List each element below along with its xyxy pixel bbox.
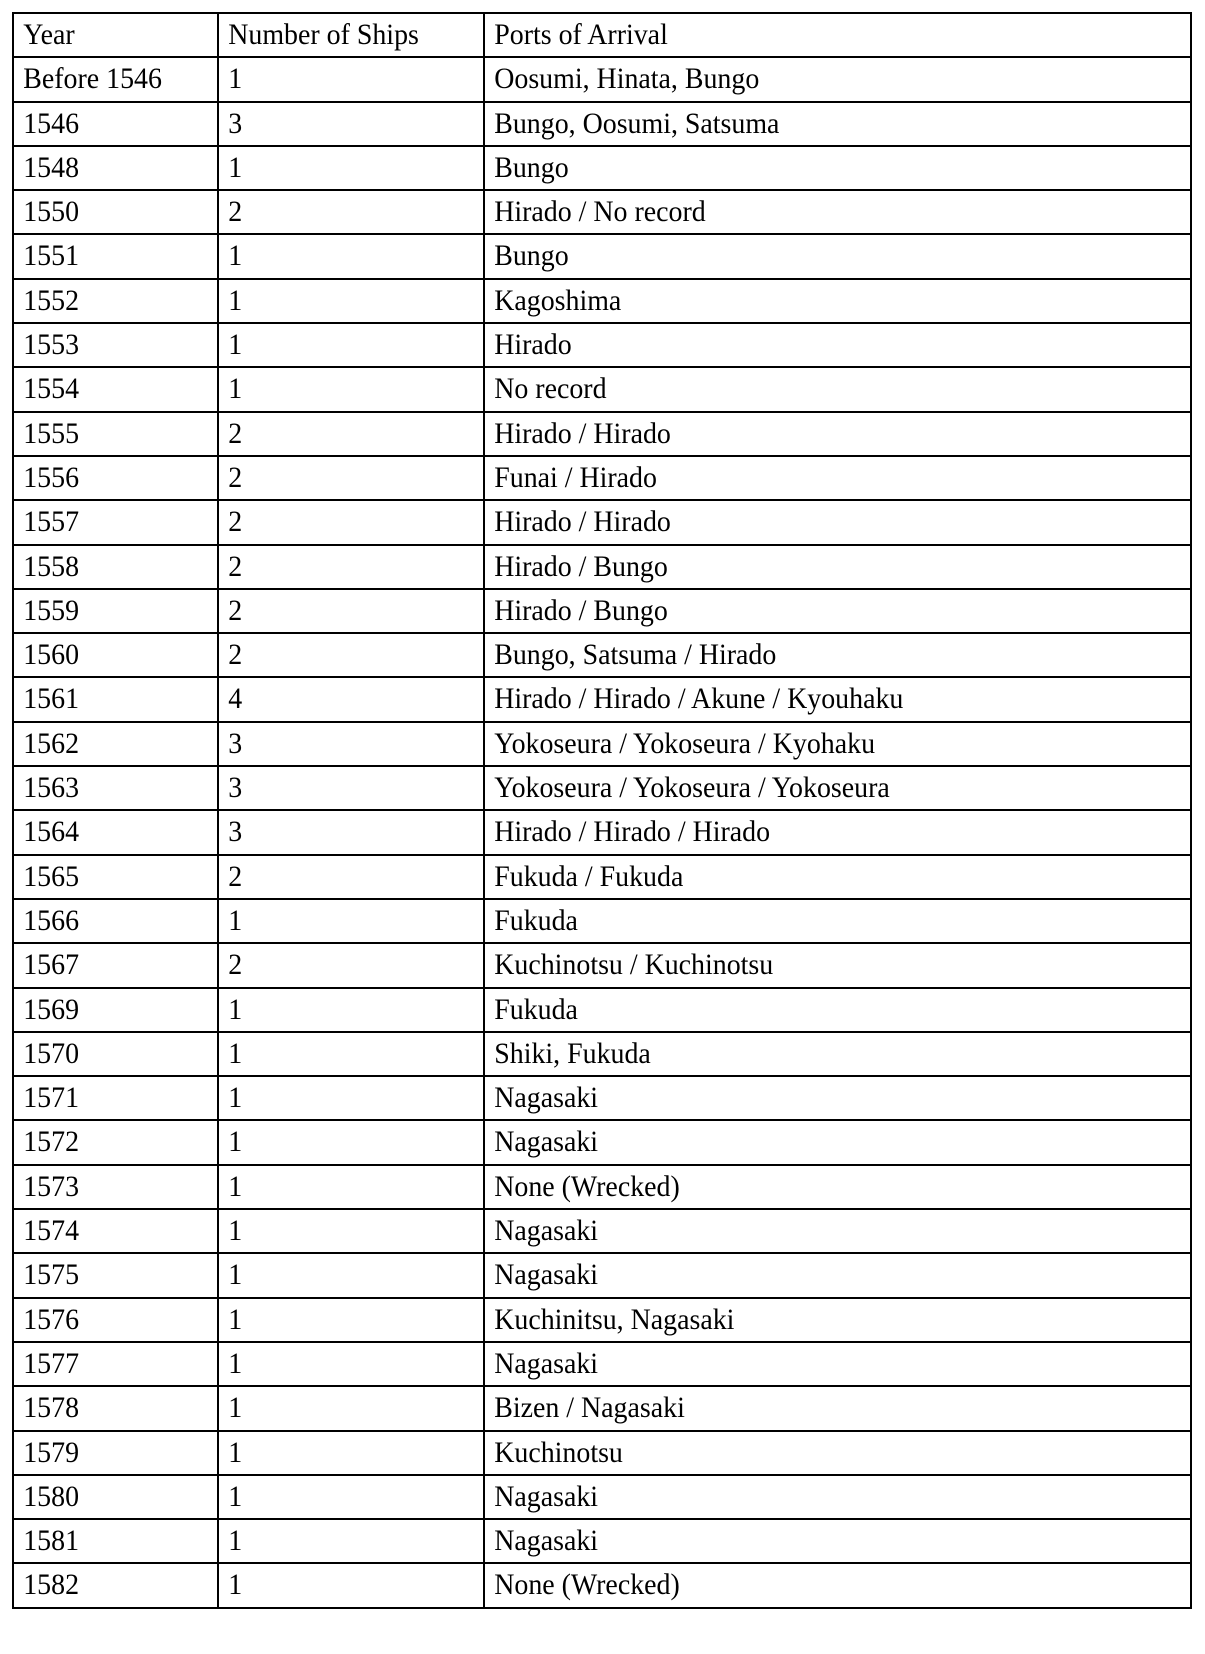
- cell-year-label: 1571: [23, 1081, 80, 1115]
- table-row: [13, 1342, 1191, 1386]
- cell-number-of-ships-label: 1: [228, 328, 243, 362]
- cell-number-of-ships: [218, 190, 465, 234]
- cell-number-of-ships: [218, 1032, 465, 1076]
- cell-year: [13, 899, 204, 943]
- cell-year: [13, 1342, 204, 1386]
- cell-number-of-ships: [218, 234, 465, 278]
- cell-year-label: 1574: [23, 1214, 80, 1248]
- cell-number-of-ships: [218, 367, 465, 411]
- table-row: [13, 190, 1191, 234]
- cell-ports-of-arrival: [484, 766, 1142, 810]
- cell-year: [13, 500, 204, 544]
- table-row: [13, 810, 1191, 854]
- cell-ports-of-arrival-label: Hirado / Hirado: [494, 416, 671, 450]
- cell-year: [13, 677, 204, 721]
- cell-number-of-ships: [218, 1386, 465, 1430]
- cell-ports-of-arrival-label: Hirado / Hirado / Hirado: [494, 815, 771, 849]
- table-row: [13, 1431, 1191, 1475]
- cell-year-label: 1563: [23, 771, 80, 805]
- table-row: [13, 500, 1191, 544]
- cell-number-of-ships-label: 2: [228, 638, 243, 672]
- cell-year: [13, 810, 204, 854]
- cell-ports-of-arrival-label: None (Wrecked): [494, 1169, 680, 1203]
- cell-number-of-ships: [218, 1253, 465, 1297]
- cell-number-of-ships-label: 1: [228, 1391, 243, 1425]
- cell-number-of-ships: [218, 1120, 465, 1164]
- cell-year: [13, 1209, 204, 1253]
- cell-ports-of-arrival: [484, 677, 1142, 721]
- table-row: [13, 1120, 1191, 1164]
- cell-number-of-ships-label: 1: [228, 1125, 243, 1159]
- cell-number-of-ships: [218, 1298, 465, 1342]
- cell-number-of-ships-label: 1: [228, 150, 243, 184]
- cell-number-of-ships: [218, 279, 465, 323]
- cell-number-of-ships: [218, 1076, 465, 1120]
- cell-year-label: 1581: [23, 1524, 80, 1558]
- cell-year-label: 1577: [23, 1346, 80, 1380]
- cell-year: [13, 1165, 204, 1209]
- cell-ports-of-arrival-label: Hirado / Bungo: [494, 549, 668, 583]
- cell-year: [13, 1120, 204, 1164]
- cell-ports-of-arrival-label: Hirado / Hirado: [494, 505, 671, 539]
- cell-number-of-ships-label: 1: [228, 1435, 243, 1469]
- cell-ports-of-arrival-label: Nagasaki: [494, 1346, 599, 1380]
- cell-year-label: 1557: [23, 505, 80, 539]
- cell-year: [13, 234, 204, 278]
- cell-ports-of-arrival: [484, 102, 1142, 146]
- cell-year-label: 1550: [23, 195, 80, 229]
- table-row: [13, 677, 1191, 721]
- cell-ports-of-arrival: [484, 1253, 1142, 1297]
- table-row: [13, 57, 1191, 101]
- cell-year-label: Before 1546: [23, 62, 162, 96]
- table-row: [13, 1475, 1191, 1519]
- table-row: [13, 1076, 1191, 1120]
- cell-ports-of-arrival-label: Bungo: [494, 239, 569, 273]
- cell-ports-of-arrival-label: Fukuda: [494, 903, 578, 937]
- cell-year: [13, 1475, 204, 1519]
- cell-ports-of-arrival: [484, 1076, 1142, 1120]
- cell-year-label: 1582: [23, 1568, 80, 1602]
- cell-number-of-ships: [218, 57, 465, 101]
- cell-ports-of-arrival: [484, 545, 1142, 589]
- cell-year: [13, 1298, 204, 1342]
- cell-year-label: 1580: [23, 1479, 80, 1513]
- table-row: [13, 943, 1191, 987]
- table-row: [13, 1563, 1191, 1607]
- cell-number-of-ships: [218, 1475, 465, 1519]
- cell-ports-of-arrival: [484, 234, 1142, 278]
- cell-ports-of-arrival-label: Bungo, Satsuma / Hirado: [494, 638, 777, 672]
- table-row: [13, 899, 1191, 943]
- cell-ports-of-arrival: [484, 1342, 1142, 1386]
- table-row: [13, 633, 1191, 677]
- cell-number-of-ships-label: 3: [228, 771, 243, 805]
- column-header-year: [13, 13, 204, 57]
- cell-ports-of-arrival: [484, 855, 1142, 899]
- column-header-ports-of-arrival: [484, 13, 1142, 57]
- cell-number-of-ships: [218, 1519, 465, 1563]
- column-header-ports-of-arrival-label: Ports of Arrival: [494, 18, 668, 51]
- cell-ports-of-arrival: [484, 57, 1142, 101]
- cell-ports-of-arrival: [484, 899, 1142, 943]
- cell-year-label: 1573: [23, 1169, 80, 1203]
- column-header-number-of-ships-label: Number of Ships: [228, 18, 419, 51]
- cell-ports-of-arrival: [484, 722, 1142, 766]
- cell-ports-of-arrival: [484, 1032, 1142, 1076]
- cell-number-of-ships-label: 3: [228, 106, 243, 140]
- cell-year-label: 1569: [23, 992, 80, 1026]
- table-row: [13, 1209, 1191, 1253]
- cell-year: [13, 146, 204, 190]
- cell-year: [13, 456, 204, 500]
- cell-ports-of-arrival: [484, 146, 1142, 190]
- cell-year: [13, 1519, 204, 1563]
- table-header: [13, 13, 1191, 57]
- cell-year-label: 1576: [23, 1302, 80, 1336]
- cell-number-of-ships-label: 1: [228, 372, 243, 406]
- cell-year: [13, 190, 204, 234]
- cell-year-label: 1556: [23, 460, 80, 494]
- cell-number-of-ships-label: 1: [228, 1346, 243, 1380]
- cell-ports-of-arrival: [484, 456, 1142, 500]
- cell-year-label: 1562: [23, 726, 80, 760]
- cell-ports-of-arrival: [484, 589, 1142, 633]
- cell-ports-of-arrival: [484, 633, 1142, 677]
- cell-number-of-ships-label: 1: [228, 1568, 243, 1602]
- cell-number-of-ships-label: 1: [228, 992, 243, 1026]
- table-body: [13, 57, 1191, 1607]
- table-row: [13, 367, 1191, 411]
- cell-ports-of-arrival-label: Nagasaki: [494, 1214, 599, 1248]
- table-row: [13, 1032, 1191, 1076]
- cell-number-of-ships: [218, 323, 465, 367]
- cell-year-label: 1551: [23, 239, 80, 273]
- cell-number-of-ships: [218, 722, 465, 766]
- cell-year: [13, 1563, 204, 1607]
- cell-year-label: 1548: [23, 150, 80, 184]
- table-row: [13, 1386, 1191, 1430]
- cell-number-of-ships-label: 1: [228, 1036, 243, 1070]
- table-row: [13, 146, 1191, 190]
- table-row: [13, 766, 1191, 810]
- cell-ports-of-arrival-label: Hirado / Hirado / Akune / Kyouhaku: [494, 682, 904, 716]
- cell-number-of-ships: [218, 146, 465, 190]
- cell-year-label: 1564: [23, 815, 80, 849]
- cell-number-of-ships: [218, 500, 465, 544]
- cell-number-of-ships-label: 3: [228, 815, 243, 849]
- cell-ports-of-arrival-label: Kuchinotsu / Kuchinotsu: [494, 948, 774, 982]
- cell-year-label: 1554: [23, 372, 80, 406]
- column-header-number-of-ships: [218, 13, 465, 57]
- cell-number-of-ships-label: 2: [228, 416, 243, 450]
- table-row: [13, 545, 1191, 589]
- cell-number-of-ships: [218, 456, 465, 500]
- cell-ports-of-arrival: [484, 500, 1142, 544]
- table-row: [13, 456, 1191, 500]
- cell-number-of-ships-label: 2: [228, 948, 243, 982]
- cell-ports-of-arrival-label: Nagasaki: [494, 1479, 599, 1513]
- cell-year: [13, 722, 204, 766]
- table-row: [13, 1519, 1191, 1563]
- cell-year: [13, 323, 204, 367]
- cell-number-of-ships-label: 1: [228, 1214, 243, 1248]
- table-row: [13, 1298, 1191, 1342]
- cell-ports-of-arrival-label: Fukuda: [494, 992, 578, 1026]
- cell-number-of-ships-label: 2: [228, 593, 243, 627]
- cell-year-label: 1546: [23, 106, 80, 140]
- ship-arrivals-table-container: [12, 12, 1190, 1609]
- cell-year-label: 1575: [23, 1258, 80, 1292]
- cell-number-of-ships-label: 4: [228, 682, 243, 716]
- cell-number-of-ships-label: 1: [228, 62, 243, 96]
- cell-year-label: 1553: [23, 328, 80, 362]
- table-row: [13, 412, 1191, 456]
- cell-number-of-ships-label: 1: [228, 1524, 243, 1558]
- table-row: [13, 279, 1191, 323]
- cell-ports-of-arrival-label: Yokoseura / Yokoseura / Yokoseura: [494, 771, 890, 805]
- cell-number-of-ships: [218, 1431, 465, 1475]
- cell-number-of-ships: [218, 810, 465, 854]
- cell-ports-of-arrival-label: Bungo: [494, 150, 569, 184]
- cell-number-of-ships: [218, 1209, 465, 1253]
- table-header-row: [13, 13, 1191, 57]
- cell-number-of-ships-label: 2: [228, 549, 243, 583]
- cell-number-of-ships-label: 2: [228, 195, 243, 229]
- cell-year: [13, 1076, 204, 1120]
- cell-ports-of-arrival-label: Fukuda / Fukuda: [494, 859, 684, 893]
- cell-ports-of-arrival: [484, 412, 1142, 456]
- cell-ports-of-arrival-label: Funai / Hirado: [494, 460, 657, 494]
- cell-ports-of-arrival: [484, 190, 1142, 234]
- cell-year-label: 1559: [23, 593, 80, 627]
- cell-year: [13, 57, 204, 101]
- cell-year: [13, 633, 204, 677]
- cell-ports-of-arrival-label: None (Wrecked): [494, 1568, 680, 1602]
- cell-ports-of-arrival-label: Kuchinotsu: [494, 1435, 623, 1469]
- table-row: [13, 1165, 1191, 1209]
- cell-ports-of-arrival-label: Bungo, Oosumi, Satsuma: [494, 106, 780, 140]
- cell-ports-of-arrival-label: Nagasaki: [494, 1258, 599, 1292]
- cell-year: [13, 367, 204, 411]
- cell-ports-of-arrival-label: Yokoseura / Yokoseura / Kyohaku: [494, 726, 876, 760]
- table-row: [13, 722, 1191, 766]
- cell-ports-of-arrival: [484, 367, 1142, 411]
- cell-ports-of-arrival: [484, 323, 1142, 367]
- cell-year-label: 1567: [23, 948, 80, 982]
- cell-number-of-ships-label: 3: [228, 726, 243, 760]
- cell-year: [13, 1253, 204, 1297]
- cell-number-of-ships-label: 2: [228, 505, 243, 539]
- cell-ports-of-arrival-label: Hirado / Bungo: [494, 593, 668, 627]
- cell-number-of-ships: [218, 677, 465, 721]
- cell-ports-of-arrival-label: Nagasaki: [494, 1081, 599, 1115]
- cell-number-of-ships: [218, 988, 465, 1032]
- table-row: [13, 988, 1191, 1032]
- cell-ports-of-arrival-label: Nagasaki: [494, 1125, 599, 1159]
- cell-year: [13, 1386, 204, 1430]
- cell-year-label: 1566: [23, 903, 80, 937]
- cell-year-label: 1572: [23, 1125, 80, 1159]
- cell-year-label: 1558: [23, 549, 80, 583]
- cell-ports-of-arrival: [484, 1120, 1142, 1164]
- cell-year-label: 1570: [23, 1036, 80, 1070]
- cell-ports-of-arrival-label: Kagoshima: [494, 283, 622, 317]
- cell-number-of-ships-label: 1: [228, 1302, 243, 1336]
- cell-ports-of-arrival: [484, 1563, 1142, 1607]
- table-row: [13, 855, 1191, 899]
- cell-number-of-ships: [218, 589, 465, 633]
- cell-number-of-ships-label: 1: [228, 1169, 243, 1203]
- cell-year: [13, 589, 204, 633]
- cell-ports-of-arrival: [484, 1298, 1142, 1342]
- cell-year-label: 1579: [23, 1435, 80, 1469]
- cell-number-of-ships-label: 2: [228, 460, 243, 494]
- cell-number-of-ships-label: 1: [228, 1258, 243, 1292]
- cell-ports-of-arrival: [484, 1165, 1142, 1209]
- cell-number-of-ships-label: 1: [228, 283, 243, 317]
- cell-year-label: 1561: [23, 682, 80, 716]
- cell-number-of-ships: [218, 1563, 465, 1607]
- ship-arrivals-table: [12, 12, 1192, 1609]
- cell-number-of-ships: [218, 899, 465, 943]
- cell-ports-of-arrival-label: No record: [494, 372, 607, 406]
- table-row: [13, 589, 1191, 633]
- cell-number-of-ships: [218, 1342, 465, 1386]
- table-row: [13, 323, 1191, 367]
- cell-ports-of-arrival: [484, 988, 1142, 1032]
- cell-ports-of-arrival-label: Hirado / No record: [494, 195, 706, 229]
- cell-year: [13, 412, 204, 456]
- cell-year: [13, 988, 204, 1032]
- cell-ports-of-arrival: [484, 1209, 1142, 1253]
- cell-year-label: 1555: [23, 416, 80, 450]
- cell-ports-of-arrival-label: Nagasaki: [494, 1524, 599, 1558]
- cell-ports-of-arrival: [484, 810, 1142, 854]
- cell-year: [13, 943, 204, 987]
- cell-ports-of-arrival: [484, 279, 1142, 323]
- cell-year: [13, 545, 204, 589]
- cell-ports-of-arrival-label: Shiki, Fukuda: [494, 1036, 651, 1070]
- cell-year: [13, 766, 204, 810]
- cell-ports-of-arrival-label: Oosumi, Hinata, Bungo: [494, 62, 760, 96]
- cell-number-of-ships: [218, 943, 465, 987]
- cell-year-label: 1565: [23, 859, 80, 893]
- cell-ports-of-arrival: [484, 1475, 1142, 1519]
- cell-number-of-ships: [218, 766, 465, 810]
- cell-number-of-ships: [218, 102, 465, 146]
- cell-number-of-ships-label: 1: [228, 1081, 243, 1115]
- cell-ports-of-arrival-label: Kuchinitsu, Nagasaki: [494, 1302, 735, 1336]
- table-row: [13, 1253, 1191, 1297]
- cell-ports-of-arrival: [484, 943, 1142, 987]
- cell-year: [13, 102, 204, 146]
- cell-year: [13, 1032, 204, 1076]
- cell-number-of-ships-label: 1: [228, 239, 243, 273]
- cell-number-of-ships-label: 2: [228, 859, 243, 893]
- cell-ports-of-arrival: [484, 1431, 1142, 1475]
- table-row: [13, 102, 1191, 146]
- cell-year-label: 1578: [23, 1391, 80, 1425]
- cell-number-of-ships: [218, 1165, 465, 1209]
- cell-number-of-ships-label: 1: [228, 1479, 243, 1513]
- cell-number-of-ships: [218, 412, 465, 456]
- table-row: [13, 234, 1191, 278]
- cell-ports-of-arrival-label: Bizen / Nagasaki: [494, 1391, 685, 1425]
- cell-year: [13, 1431, 204, 1475]
- cell-number-of-ships: [218, 633, 465, 677]
- cell-year: [13, 279, 204, 323]
- cell-year: [13, 855, 204, 899]
- cell-ports-of-arrival: [484, 1386, 1142, 1430]
- cell-ports-of-arrival-label: Hirado: [494, 328, 572, 362]
- column-header-year-label: Year: [23, 18, 75, 51]
- cell-ports-of-arrival: [484, 1519, 1142, 1563]
- cell-year-label: 1552: [23, 283, 80, 317]
- cell-year-label: 1560: [23, 638, 80, 672]
- cell-number-of-ships: [218, 855, 465, 899]
- cell-number-of-ships: [218, 545, 465, 589]
- cell-number-of-ships-label: 1: [228, 903, 243, 937]
